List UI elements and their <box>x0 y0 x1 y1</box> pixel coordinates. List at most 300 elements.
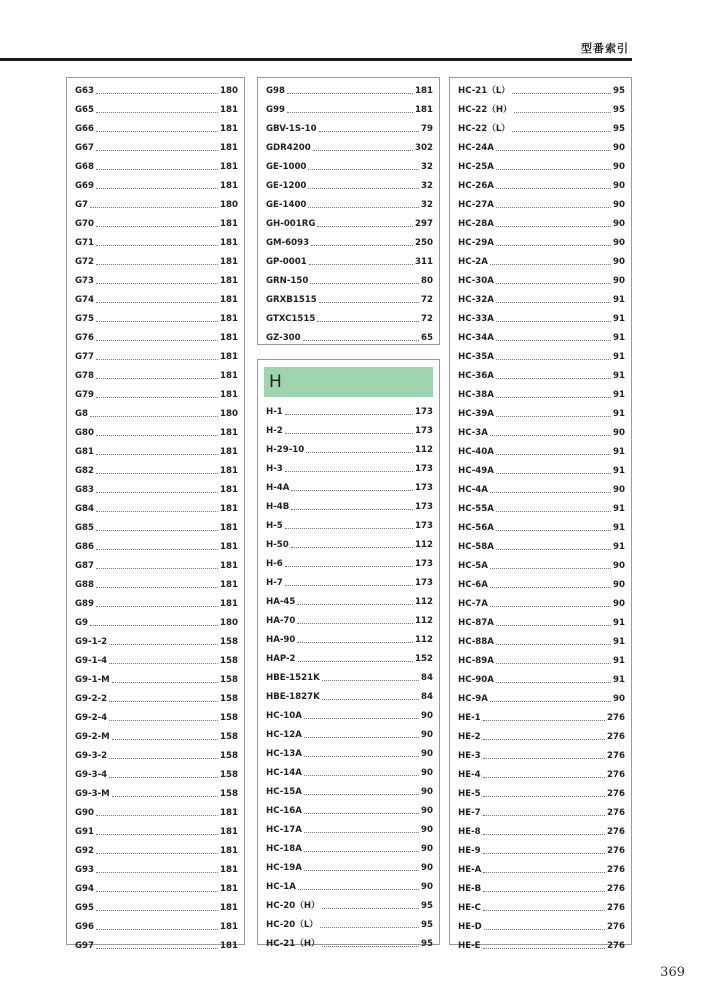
entry-code: HC-17A <box>266 825 302 835</box>
entry-code: HC-2A <box>458 257 488 267</box>
entry-code: HC-33A <box>458 314 494 324</box>
index-entry <box>458 402 625 421</box>
dot-leader <box>96 264 218 265</box>
index-entry <box>458 877 625 896</box>
entry-code: G82 <box>75 466 95 476</box>
entry-code: HC-5A <box>458 561 488 571</box>
dot-leader <box>297 642 413 643</box>
entry-page: 91 <box>613 333 625 343</box>
dot-leader <box>90 207 218 208</box>
index-entry <box>458 383 625 402</box>
entry-code: G9-2-M <box>75 732 110 742</box>
entry-page: 91 <box>613 542 625 552</box>
entry-page: 181 <box>220 276 238 286</box>
dot-leader <box>96 815 218 816</box>
index-entry <box>458 231 625 250</box>
dot-leader <box>496 188 611 189</box>
entry-page: 91 <box>613 409 625 419</box>
entry-code: HE-4 <box>458 770 481 780</box>
index-entry <box>458 535 625 554</box>
dot-leader <box>96 150 218 151</box>
entry-code: G78 <box>75 371 95 381</box>
index-entry <box>458 269 625 288</box>
entry-code: HE-7 <box>458 808 481 818</box>
entry-page: 90 <box>421 863 433 873</box>
entry-page: 95 <box>613 105 625 115</box>
index-entry <box>458 193 625 212</box>
dot-leader <box>90 625 218 626</box>
entry-page: 276 <box>607 732 625 742</box>
entry-code: HE-B <box>458 884 482 894</box>
dot-leader <box>311 245 413 246</box>
entry-code: G89 <box>75 599 95 609</box>
entry-page: 297 <box>415 219 433 229</box>
entry-page: 158 <box>220 732 238 742</box>
dot-leader <box>287 112 413 113</box>
entry-page: 91 <box>613 637 625 647</box>
dot-leader <box>490 568 611 569</box>
entry-code: G79 <box>75 390 95 400</box>
entry-code: HE-D <box>458 922 482 932</box>
page-title: 型番索引 <box>581 42 629 55</box>
dot-leader <box>304 813 419 814</box>
entry-page: 158 <box>220 789 238 799</box>
entry-code: G93 <box>75 865 95 875</box>
entry-page: 95 <box>421 939 433 949</box>
index-entry <box>75 383 238 402</box>
entry-code: HE-2 <box>458 732 481 742</box>
index-entry <box>266 136 433 155</box>
index-entry <box>266 571 433 590</box>
entry-code: G84 <box>75 504 95 514</box>
dot-leader <box>496 644 611 645</box>
index-entry <box>458 744 625 763</box>
index-entry <box>458 478 625 497</box>
entry-page: 181 <box>220 105 238 115</box>
index-column-2-top <box>257 77 440 345</box>
entry-page: 181 <box>220 333 238 343</box>
entry-code: HBE-1521K <box>266 673 320 683</box>
entry-code: GM-6093 <box>266 238 310 248</box>
entry-code: HE-9 <box>458 846 481 856</box>
entry-page: 276 <box>607 884 625 894</box>
entry-code: G65 <box>75 105 95 115</box>
entry-page: 90 <box>421 730 433 740</box>
entry-page: 250 <box>415 238 433 248</box>
entry-code: G9-3-4 <box>75 770 108 780</box>
dot-leader <box>96 378 218 379</box>
entry-page: 90 <box>613 238 625 248</box>
index-entry <box>75 459 238 478</box>
dot-leader <box>483 815 605 816</box>
dot-leader <box>297 623 413 624</box>
index-entry <box>75 915 238 934</box>
entry-page: 65 <box>421 333 433 343</box>
index-entry <box>75 611 238 630</box>
dot-leader <box>496 359 611 360</box>
entry-code: HC-12A <box>266 730 302 740</box>
index-entry <box>458 307 625 326</box>
dot-leader <box>496 302 611 303</box>
dot-leader <box>304 870 419 871</box>
header-rule <box>0 58 632 61</box>
dot-leader <box>96 948 218 949</box>
dot-leader <box>483 796 605 797</box>
index-entry <box>266 250 433 269</box>
dot-leader <box>96 473 218 474</box>
index-entry <box>75 269 238 288</box>
dot-leader <box>490 264 611 265</box>
entry-page: 181 <box>220 846 238 856</box>
dot-leader <box>304 718 419 719</box>
entry-code: G85 <box>75 523 95 533</box>
dot-leader <box>96 549 218 550</box>
entry-code: G87 <box>75 561 95 571</box>
entry-page: 181 <box>220 580 238 590</box>
entry-code: GZ-300 <box>266 333 301 343</box>
dot-leader <box>96 530 218 531</box>
entry-page: 276 <box>607 789 625 799</box>
dot-leader <box>96 454 218 455</box>
entry-code: HC-15A <box>266 787 302 797</box>
entry-code: HC-58A <box>458 542 494 552</box>
entry-page: 173 <box>415 578 433 588</box>
entry-code: HC-34A <box>458 333 494 343</box>
dot-leader <box>496 226 611 227</box>
entry-code: GE-1000 <box>266 162 307 172</box>
entry-code: G8 <box>75 409 89 419</box>
page-number: 369 <box>660 965 685 980</box>
entry-page: 95 <box>421 901 433 911</box>
index-entry <box>75 497 238 516</box>
dot-leader <box>285 414 413 415</box>
entry-page: 181 <box>220 599 238 609</box>
index-entry <box>75 763 238 782</box>
dot-leader <box>308 207 419 208</box>
index-entry <box>266 647 433 666</box>
entry-code: H-5 <box>266 521 283 531</box>
dot-leader <box>112 796 218 797</box>
index-entry <box>266 98 433 117</box>
index-entry <box>458 896 625 915</box>
entry-code: HC-18A <box>266 844 302 854</box>
entry-code: HAP-2 <box>266 654 296 664</box>
index-entry <box>458 250 625 269</box>
entry-code: HA-70 <box>266 616 296 626</box>
index-entry <box>458 915 625 934</box>
entry-code: HC-14A <box>266 768 302 778</box>
entry-page: 181 <box>220 865 238 875</box>
index-entry <box>75 364 238 383</box>
entry-code: GRXB1515 <box>266 295 317 305</box>
dot-leader <box>285 528 413 529</box>
entry-code: HC-25A <box>458 162 494 172</box>
entry-page: 173 <box>415 483 433 493</box>
entry-page: 181 <box>220 390 238 400</box>
entry-page: 90 <box>421 749 433 759</box>
entry-code: GDR4200 <box>266 143 311 153</box>
index-entry <box>75 820 238 839</box>
entry-page: 112 <box>415 635 433 645</box>
entry-code: HC-9A <box>458 694 488 704</box>
index-entry <box>75 402 238 421</box>
dot-leader <box>496 682 611 683</box>
entry-code: G67 <box>75 143 95 153</box>
entry-code: G77 <box>75 352 95 362</box>
entry-code: HC-21（L） <box>458 86 510 96</box>
dot-leader <box>496 397 611 398</box>
index-entry <box>266 761 433 780</box>
index-entry <box>458 174 625 193</box>
index-entry <box>458 117 625 136</box>
entry-page: 181 <box>220 466 238 476</box>
entry-page: 181 <box>220 295 238 305</box>
entry-code: GP-0001 <box>266 257 307 267</box>
dot-leader <box>96 340 218 341</box>
entry-code: G96 <box>75 922 95 932</box>
dot-leader <box>512 93 611 94</box>
dot-leader <box>109 758 218 759</box>
entry-code: HC-27A <box>458 200 494 210</box>
dot-leader <box>483 853 605 854</box>
index-entry <box>75 725 238 744</box>
index-entry <box>458 554 625 573</box>
index-entry <box>266 552 433 571</box>
entry-page: 181 <box>220 257 238 267</box>
entry-page: 79 <box>421 124 433 134</box>
entry-page: 91 <box>613 504 625 514</box>
dot-leader <box>322 908 419 909</box>
index-entry <box>75 896 238 915</box>
dot-leader <box>96 891 218 892</box>
entry-page: 84 <box>421 692 433 702</box>
dot-leader <box>308 169 419 170</box>
entry-page: 276 <box>607 922 625 932</box>
index-entry <box>458 136 625 155</box>
entry-code: G97 <box>75 941 95 951</box>
entry-page: 181 <box>220 827 238 837</box>
entry-page: 158 <box>220 751 238 761</box>
dot-leader <box>112 682 218 683</box>
dot-leader <box>96 302 218 303</box>
index-entry <box>266 495 433 514</box>
entry-page: 158 <box>220 637 238 647</box>
index-entry <box>75 136 238 155</box>
index-entry <box>458 497 625 516</box>
entry-code: G75 <box>75 314 95 324</box>
index-entry <box>458 155 625 174</box>
entry-code: HC-21（H） <box>266 939 320 949</box>
index-entry <box>266 590 433 609</box>
dot-leader <box>496 625 611 626</box>
entry-page: 72 <box>421 314 433 324</box>
entry-page: 276 <box>607 903 625 913</box>
index-entry <box>458 516 625 535</box>
entry-page: 181 <box>220 124 238 134</box>
index-entry <box>266 875 433 894</box>
entry-code: G9-1-4 <box>75 656 108 666</box>
entry-page: 90 <box>421 806 433 816</box>
entry-code: G99 <box>266 105 286 115</box>
dot-leader <box>109 720 218 721</box>
dot-leader <box>96 131 218 132</box>
dot-leader <box>109 777 218 778</box>
index-entry <box>458 687 625 706</box>
entry-page: 302 <box>415 143 433 153</box>
entry-page: 90 <box>613 580 625 590</box>
dot-leader <box>298 661 414 662</box>
dot-leader <box>308 188 419 189</box>
entry-code: G9-2-4 <box>75 713 108 723</box>
index-entry <box>266 438 433 457</box>
index-entry <box>75 345 238 364</box>
entry-page: 90 <box>421 882 433 892</box>
dot-leader <box>322 699 419 700</box>
dot-leader <box>320 927 419 928</box>
index-entry <box>266 609 433 628</box>
entry-page: 173 <box>415 521 433 531</box>
entry-page: 91 <box>613 523 625 533</box>
entry-code: HE-5 <box>458 789 481 799</box>
entry-page: 158 <box>220 675 238 685</box>
entry-code: HC-88A <box>458 637 494 647</box>
dot-leader <box>496 321 611 322</box>
index-entry <box>75 421 238 440</box>
entry-code: G86 <box>75 542 95 552</box>
dot-leader <box>96 568 218 569</box>
entry-page: 181 <box>220 219 238 229</box>
index-entry <box>266 818 433 837</box>
dot-leader <box>490 701 611 702</box>
dot-leader <box>96 112 218 113</box>
entry-page: 181 <box>220 561 238 571</box>
index-entry <box>75 573 238 592</box>
index-entry <box>75 326 238 345</box>
index-entry <box>75 174 238 193</box>
entry-code: HC-28A <box>458 219 494 229</box>
dot-leader <box>96 606 218 607</box>
dot-leader <box>514 112 611 113</box>
index-entry <box>458 934 625 953</box>
index-entry <box>266 419 433 438</box>
dot-leader <box>483 891 605 892</box>
entry-page: 181 <box>220 352 238 362</box>
index-entry <box>266 174 433 193</box>
index-entry <box>458 573 625 592</box>
entry-page: 181 <box>220 808 238 818</box>
entry-code: GE-1400 <box>266 200 307 210</box>
index-entry <box>75 478 238 497</box>
dot-leader <box>309 264 413 265</box>
entry-page: 91 <box>613 618 625 628</box>
entry-code: GBV-1S-10 <box>266 124 317 134</box>
dot-leader <box>109 644 218 645</box>
entry-page: 180 <box>220 86 238 96</box>
dot-leader <box>96 188 218 189</box>
entry-page: 91 <box>613 656 625 666</box>
index-entry <box>266 457 433 476</box>
entry-code: HC-13A <box>266 749 302 759</box>
entry-page: 32 <box>421 181 433 191</box>
entry-page: 90 <box>613 276 625 286</box>
entry-code: HC-10A <box>266 711 302 721</box>
dot-leader <box>90 416 218 417</box>
index-entry <box>458 649 625 668</box>
entry-code: G9-1-M <box>75 675 110 685</box>
index-entry <box>458 782 625 801</box>
entry-page: 181 <box>220 542 238 552</box>
index-entry <box>75 212 238 231</box>
dot-leader <box>483 777 605 778</box>
dot-leader <box>496 454 611 455</box>
index-entry <box>458 611 625 630</box>
index-entry <box>75 231 238 250</box>
index-entry <box>458 763 625 782</box>
entry-code: G9-3-M <box>75 789 110 799</box>
entry-code: HC-7A <box>458 599 488 609</box>
dot-leader <box>291 509 413 510</box>
entry-page: 158 <box>220 713 238 723</box>
entry-code: G72 <box>75 257 95 267</box>
entry-page: 181 <box>415 86 433 96</box>
entry-code: GTXC1515 <box>266 314 316 324</box>
entry-code: H-6 <box>266 559 283 569</box>
dot-leader <box>96 435 218 436</box>
entry-page: 90 <box>613 599 625 609</box>
entry-list <box>458 79 625 953</box>
dot-leader <box>285 566 413 567</box>
index-entry <box>75 79 238 98</box>
entry-code: G74 <box>75 295 95 305</box>
entry-code: G95 <box>75 903 95 913</box>
entry-page: 181 <box>220 314 238 324</box>
entry-code: HC-40A <box>458 447 494 457</box>
dot-leader <box>319 131 419 132</box>
dot-leader <box>490 435 611 436</box>
dot-leader <box>109 701 218 702</box>
entry-page: 80 <box>421 276 433 286</box>
entry-code: HC-55A <box>458 504 494 514</box>
dot-leader <box>96 910 218 911</box>
dot-leader <box>496 378 611 379</box>
entry-page: 90 <box>613 694 625 704</box>
dot-leader <box>496 207 611 208</box>
entry-page: 181 <box>220 371 238 381</box>
dot-leader <box>496 530 611 531</box>
index-entry <box>266 193 433 212</box>
entry-code: HC-22（L） <box>458 124 510 134</box>
entry-page: 112 <box>415 445 433 455</box>
index-entry <box>266 212 433 231</box>
dot-leader <box>96 397 218 398</box>
entry-page: 91 <box>613 390 625 400</box>
entry-page: 173 <box>415 559 433 569</box>
index-entry <box>266 894 433 913</box>
index-entry <box>458 706 625 725</box>
index-entry <box>458 288 625 307</box>
entry-code: G66 <box>75 124 95 134</box>
entry-code: G81 <box>75 447 95 457</box>
entry-code: H-29-10 <box>266 445 305 455</box>
entry-code: HC-39A <box>458 409 494 419</box>
index-entry <box>458 592 625 611</box>
dot-leader <box>496 416 611 417</box>
entry-code: G83 <box>75 485 95 495</box>
dot-leader <box>306 452 413 453</box>
entry-code: G76 <box>75 333 95 343</box>
entry-code: HC-49A <box>458 466 494 476</box>
entry-code: HC-30A <box>458 276 494 286</box>
